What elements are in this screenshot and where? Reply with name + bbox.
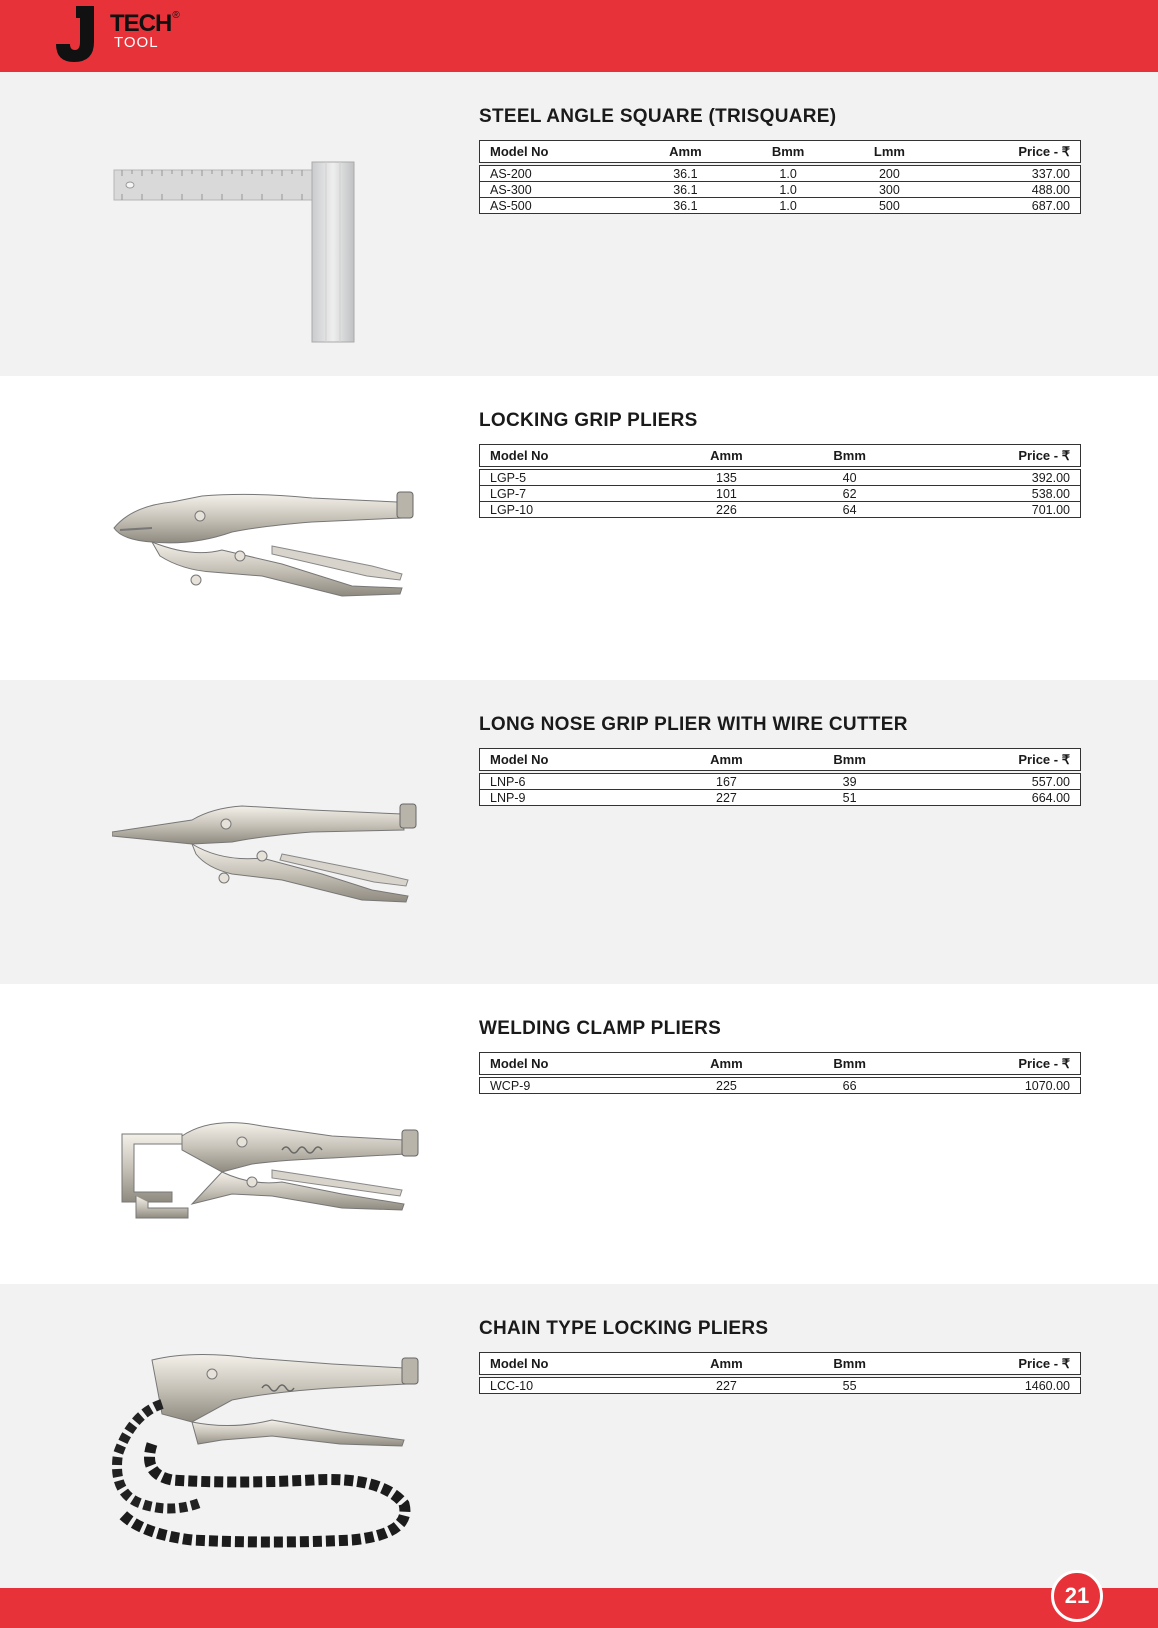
cell-lmm: 300 [839, 182, 939, 198]
spec-table-welding-clamp-pliers [479, 1052, 1081, 1094]
cell-price: 687.00 [939, 198, 1080, 214]
col-amm: Amm [665, 1053, 788, 1075]
cell-amm: 36.1 [634, 198, 737, 214]
brand-logo[interactable] [54, 4, 204, 64]
cell-model: AS-200 [480, 166, 635, 182]
cell-model: LCC-10 [480, 1378, 665, 1394]
product-title: WELDING CLAMP PLIERS [479, 1018, 722, 1039]
cell-model: WCP-9 [480, 1078, 665, 1094]
cell-bmm: 64 [788, 502, 911, 518]
col-model-no: Model No [480, 141, 635, 163]
table-row [480, 198, 1081, 214]
cell-model: AS-300 [480, 182, 635, 198]
product-title: CHAIN TYPE LOCKING PLIERS [479, 1318, 769, 1339]
cell-price: 488.00 [939, 182, 1080, 198]
cell-bmm: 51 [788, 790, 911, 806]
col-model-no: Model No [480, 1053, 665, 1075]
cell-amm: 225 [665, 1078, 788, 1094]
cell-price: 538.00 [911, 486, 1080, 502]
chain-locking-pliers-icon [112, 1344, 432, 1574]
col-model-no: Model No [480, 749, 665, 771]
cell-bmm: 55 [788, 1378, 911, 1394]
table-header [480, 141, 1081, 163]
product-section-chain-locking-pliers [0, 1284, 1158, 1588]
table-row [480, 790, 1081, 806]
cell-model: LGP-10 [480, 502, 665, 518]
product-image-steel-angle-square [112, 142, 432, 352]
spec-table-long-nose-grip-plier [479, 748, 1081, 806]
welding-clamp-pliers-icon [112, 1054, 432, 1264]
product-image-locking-grip-pliers [112, 446, 432, 656]
col-price: Price - ₹ [911, 445, 1080, 467]
product-section-steel-angle-square [0, 72, 1158, 376]
table-row [480, 470, 1081, 486]
header-bar [0, 0, 1158, 72]
col-model-no: Model No [480, 1353, 665, 1375]
footer-bar [0, 1588, 1158, 1628]
col-bmm: Bmm [788, 1353, 911, 1375]
cell-amm: 226 [665, 502, 788, 518]
product-image-long-nose-grip-plier [112, 750, 432, 960]
col-price: Price - ₹ [911, 1053, 1080, 1075]
spec-table-chain-locking-pliers [479, 1352, 1081, 1394]
cell-price: 701.00 [911, 502, 1080, 518]
col-model-no: Model No [480, 445, 665, 467]
cell-amm: 36.1 [634, 166, 737, 182]
product-title: LOCKING GRIP PLIERS [479, 410, 698, 431]
logo-j-mark [54, 4, 104, 64]
cell-bmm: 40 [788, 470, 911, 486]
col-amm: Amm [634, 141, 737, 163]
col-price: Price - ₹ [911, 749, 1080, 771]
cell-lmm: 500 [839, 198, 939, 214]
table-row [480, 486, 1081, 502]
table-row [480, 774, 1081, 790]
table-header [480, 1053, 1081, 1075]
logo-tech-text: TECH® [110, 10, 179, 37]
product-section-locking-grip-pliers [0, 376, 1158, 680]
cell-model: LNP-6 [480, 774, 665, 790]
col-bmm: Bmm [788, 749, 911, 771]
page-number-badge: 21 [1051, 1570, 1103, 1622]
product-image-chain-locking-pliers [112, 1344, 432, 1574]
col-price: Price - ₹ [911, 1353, 1080, 1375]
cell-amm: 135 [665, 470, 788, 486]
product-title: STEEL ANGLE SQUARE (TRISQUARE) [479, 106, 837, 127]
product-image-welding-clamp-pliers [112, 1054, 432, 1264]
cell-bmm: 1.0 [737, 182, 840, 198]
cell-lmm: 200 [839, 166, 939, 182]
table-row [480, 502, 1081, 518]
cell-price: 664.00 [911, 790, 1080, 806]
table-header [480, 1353, 1081, 1375]
col-amm: Amm [665, 445, 788, 467]
cell-price: 1460.00 [911, 1378, 1080, 1394]
table-row [480, 1078, 1081, 1094]
col-bmm: Bmm [788, 445, 911, 467]
col-amm: Amm [665, 749, 788, 771]
steel-angle-square-icon [112, 142, 432, 352]
table-row [480, 1378, 1081, 1394]
cell-bmm: 1.0 [737, 198, 840, 214]
cell-amm: 101 [665, 486, 788, 502]
product-section-welding-clamp-pliers [0, 984, 1158, 1288]
cell-model: LGP-7 [480, 486, 665, 502]
cell-price: 337.00 [939, 166, 1080, 182]
table-header [480, 445, 1081, 467]
spec-table-steel-angle-square [479, 140, 1081, 214]
long-nose-grip-plier-icon [112, 750, 432, 960]
cell-amm: 227 [665, 1378, 788, 1394]
cell-bmm: 62 [788, 486, 911, 502]
product-section-long-nose-grip-plier [0, 680, 1158, 984]
col-amm: Amm [665, 1353, 788, 1375]
col-lmm: Lmm [839, 141, 939, 163]
col-price: Price - ₹ [939, 141, 1080, 163]
cell-amm: 36.1 [634, 182, 737, 198]
product-title: LONG NOSE GRIP PLIER WITH WIRE CUTTER [479, 714, 908, 735]
col-bmm: Bmm [788, 1053, 911, 1075]
cell-bmm: 66 [788, 1078, 911, 1094]
cell-price: 392.00 [911, 470, 1080, 486]
cell-model: AS-500 [480, 198, 635, 214]
cell-bmm: 1.0 [737, 166, 840, 182]
col-bmm: Bmm [737, 141, 840, 163]
cell-amm: 227 [665, 790, 788, 806]
table-row [480, 166, 1081, 182]
locking-grip-pliers-icon [112, 446, 432, 656]
logo-tool-text: TOOL [114, 34, 159, 51]
cell-amm: 167 [665, 774, 788, 790]
cell-model: LGP-5 [480, 470, 665, 486]
cell-price: 557.00 [911, 774, 1080, 790]
table-header [480, 749, 1081, 771]
cell-bmm: 39 [788, 774, 911, 790]
cell-price: 1070.00 [911, 1078, 1080, 1094]
table-row [480, 182, 1081, 198]
spec-table-locking-grip-pliers [479, 444, 1081, 518]
cell-model: LNP-9 [480, 790, 665, 806]
